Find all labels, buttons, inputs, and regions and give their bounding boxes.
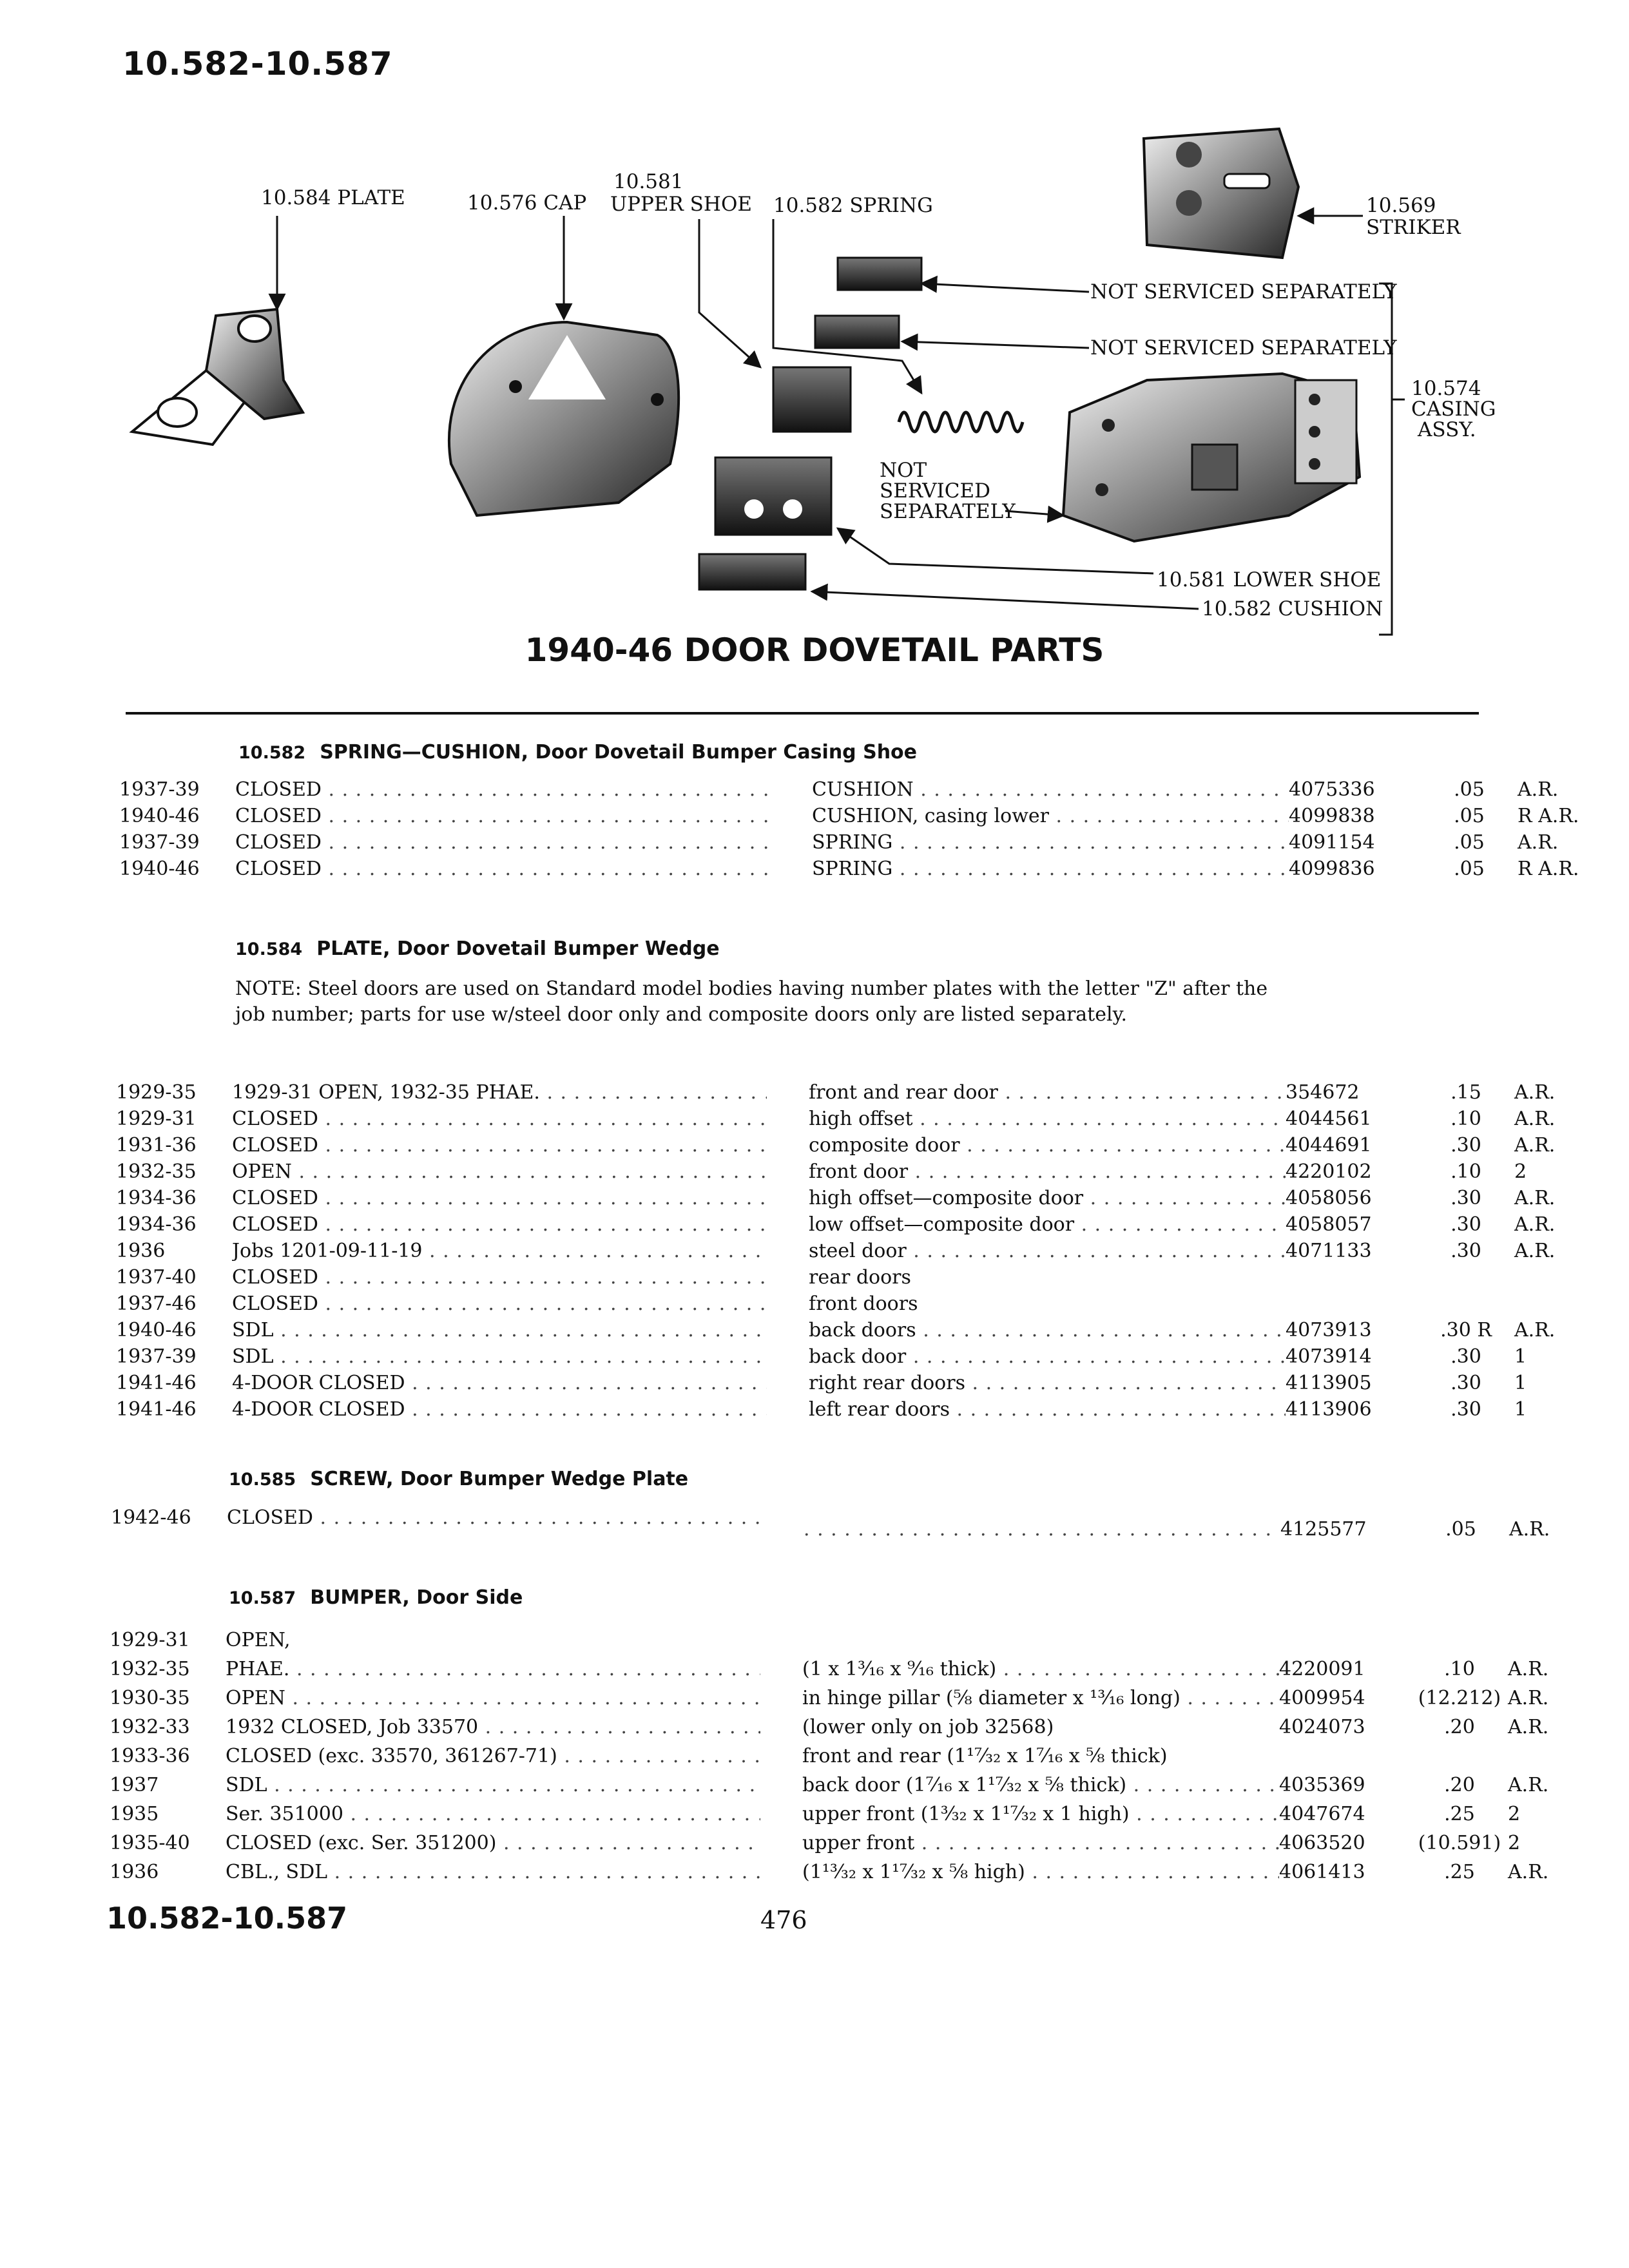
year-range: 1932-35 (110, 1658, 190, 1680)
part-number: 4113905 (1286, 1372, 1372, 1394)
list-price: .30 (1451, 1345, 1481, 1368)
description-cell: (1¹³⁄₃₂ x 1¹⁷⁄₃₂ x ⁵⁄₈ high) . . . (802, 1859, 1279, 1885)
label-casing: CASING (1411, 398, 1496, 421)
application-cell: CLOSED (exc. 33570, 361267-71) . . . (226, 1743, 760, 1769)
year-range: 1929-31 (116, 1108, 197, 1130)
quantity: 2 (1514, 1160, 1527, 1183)
part-number: 4024073 (1279, 1716, 1365, 1738)
quantity: 2 (1508, 1803, 1521, 1825)
section-title-10585 (229, 1468, 688, 1490)
label-upper-shoe-number: 10.581 (613, 170, 684, 193)
application-cell: CLOSED . . . (232, 1106, 767, 1132)
application-cell: CLOSED . . . (232, 1264, 767, 1291)
part-number: 4091154 (1289, 831, 1375, 854)
table-row (119, 856, 1579, 882)
section-heading: BUMPER, Door Side (310, 1586, 523, 1609)
year-range: 1936 (110, 1861, 159, 1883)
section-heading: SPRING—CUSHION, Door Dovetail Bumper Casing Shoe (320, 741, 918, 764)
application-cell: CLOSED . . . (235, 856, 770, 882)
table-row (110, 1685, 1549, 1711)
list-price: .25 (1444, 1861, 1475, 1883)
list-price: .05 (1454, 831, 1485, 854)
part-number: 4075336 (1289, 778, 1375, 801)
part-number: 4099836 (1289, 858, 1375, 880)
application-cell: OPEN, (226, 1629, 291, 1651)
quantity: A.R. (1509, 1518, 1550, 1541)
list-price: .20 (1444, 1774, 1475, 1796)
year-range: 1942-46 (111, 1506, 191, 1529)
label-spring: 10.582 SPRING (773, 194, 933, 217)
part-number: 4061413 (1279, 1861, 1365, 1883)
section-heading: PLATE, Door Dovetail Bumper Wedge (316, 937, 720, 960)
part-number: 4035369 (1279, 1774, 1365, 1796)
table-row (116, 1238, 1556, 1264)
table-row (110, 1714, 1549, 1740)
part-number: 4099838 (1289, 805, 1375, 827)
table-row (119, 803, 1579, 829)
quantity: A.R. (1514, 1081, 1556, 1104)
part-number: 4063520 (1279, 1832, 1365, 1854)
quantity: A.R. (1508, 1658, 1549, 1680)
section-heading: SCREW, Door Bumper Wedge Plate (310, 1468, 689, 1490)
application-cell: CLOSED . . . (232, 1132, 767, 1158)
description-cell: rear doors (809, 1266, 911, 1289)
section-number: 10.584 (235, 939, 303, 959)
application-cell: CLOSED (exc. Ser. 351200) . . . (226, 1830, 760, 1856)
description-cell: back door . . . (809, 1343, 1286, 1370)
year-range: 1932-35 (116, 1160, 197, 1183)
description-cell (804, 1516, 1280, 1542)
description-cell: CUSHION, casing lower . . . (812, 803, 1289, 829)
table-row (110, 1656, 1549, 1682)
application-cell: SDL . . . (232, 1343, 767, 1370)
year-range: 1935-40 (110, 1832, 190, 1854)
label-striker: STRIKER (1366, 216, 1461, 239)
part-number: 4009954 (1279, 1687, 1365, 1709)
table-row (110, 1801, 1521, 1827)
quantity: A.R. (1514, 1319, 1556, 1341)
list-price: .30 (1451, 1213, 1481, 1236)
section-title-10584 (235, 937, 720, 960)
list-price: .30 (1451, 1240, 1481, 1262)
list-price: .05 (1445, 1518, 1476, 1541)
list-price: .30 (1451, 1372, 1481, 1394)
quantity: A.R. (1514, 1187, 1556, 1209)
table-row (119, 776, 1559, 803)
quantity: 2 (1508, 1832, 1521, 1854)
year-range: 1936 (116, 1240, 166, 1262)
list-price: .30 R (1440, 1319, 1492, 1341)
lower-shoe-part (715, 457, 831, 535)
year-range: 1941-46 (116, 1398, 197, 1421)
description-cell: right rear doors . . . (809, 1370, 1286, 1396)
application-cell: OPEN . . . (232, 1158, 767, 1185)
year-range: 1937-40 (116, 1266, 197, 1289)
table-row (116, 1158, 1527, 1185)
description-cell: composite door . . . (809, 1132, 1286, 1158)
spring-part (899, 412, 1023, 432)
part-number: 4073914 (1286, 1345, 1372, 1368)
year-range: 1935 (110, 1803, 159, 1825)
application-cell: 4-DOOR CLOSED . . . (232, 1396, 767, 1423)
section-divider (126, 712, 1479, 715)
label-lower-shoe: 10.581 LOWER SHOE (1157, 568, 1382, 591)
description-cell: high offset—composite door . . . (809, 1185, 1286, 1211)
table-row (116, 1185, 1556, 1211)
section-number: 10.587 (229, 1588, 296, 1608)
application-cell: 1929-31 OPEN, 1932-35 PHAE. . . . (232, 1079, 767, 1106)
part-number: 4044561 (1286, 1108, 1372, 1130)
year-range: 1933-36 (110, 1745, 190, 1767)
description-cell: upper front (1³⁄₃₂ x 1¹⁷⁄₃₂ x 1 high) . . . (802, 1801, 1279, 1827)
quantity: A.R. (1508, 1861, 1549, 1883)
section-number: 10.582 (238, 743, 306, 763)
application-cell: 4-DOOR CLOSED . . . (232, 1370, 767, 1396)
list-price: .30 (1451, 1134, 1481, 1157)
section-note: NOTE: Steel doors are used on Standard model bodies having number plates with the letter "Z" after the job number; parts for use w/steel door only and composite doors only are listed separately. (235, 977, 1268, 1026)
year-range: 1940-46 (119, 858, 200, 880)
year-range: 1940-46 (119, 805, 200, 827)
year-range: 1929-31 (110, 1629, 190, 1651)
table-row (110, 1859, 1549, 1885)
list-price: (10.591) (1418, 1832, 1501, 1854)
quantity: A.R. (1514, 1134, 1556, 1157)
table-row (116, 1132, 1556, 1158)
application-cell: CLOSED . . . (227, 1504, 762, 1531)
application-cell: CLOSED . . . (235, 776, 770, 803)
year-range: 1941-46 (116, 1372, 197, 1394)
year-range: 1934-36 (116, 1187, 197, 1209)
application-cell: CLOSED . . . (232, 1211, 767, 1238)
description-cell: CUSHION . . . (812, 776, 1289, 803)
table-row (110, 1627, 1489, 1653)
year-range: 1937 (110, 1774, 159, 1796)
label-casing-number: 10.574 (1411, 377, 1481, 400)
year-range: 1931-36 (116, 1134, 197, 1157)
plate-part (132, 309, 303, 445)
upper-shoe-part (773, 367, 851, 432)
quantity: A.R. (1514, 1240, 1556, 1262)
quantity: A.R. (1508, 1716, 1549, 1738)
description-cell: high offset . . . (809, 1106, 1286, 1132)
application-cell: Ser. 351000 . . . (226, 1801, 760, 1827)
table-row (111, 1504, 1550, 1541)
part-number: 4125577 (1280, 1518, 1367, 1541)
pad-part-1 (838, 258, 921, 290)
section-title-10582 (238, 741, 917, 764)
list-price: .30 (1451, 1398, 1481, 1421)
label-not-serviced-1: NOT SERVICED SEPARATELY (1090, 280, 1397, 303)
quantity: A.R. (1514, 1213, 1556, 1236)
application-cell: CLOSED . . . (235, 803, 770, 829)
description-cell: (lower only on job 32568) (802, 1716, 1054, 1738)
year-range: 1937-46 (116, 1293, 197, 1315)
table-row (110, 1772, 1549, 1798)
label-plate: 10.584 PLATE (261, 186, 405, 209)
description-cell: SPRING . . . (812, 829, 1289, 856)
table-row (116, 1317, 1556, 1343)
description-cell: back door (1⁷⁄₁₆ x 1¹⁷⁄₃₂ x ⁵⁄₈ thick) . . . (802, 1772, 1279, 1798)
application-cell: SDL . . . (226, 1772, 760, 1798)
description-cell: steel door . . . (809, 1238, 1286, 1264)
application-cell: Jobs 1201-09-11-19 . . . (232, 1238, 767, 1264)
label-upper-shoe: UPPER SHOE (610, 193, 752, 216)
part-number: 4220091 (1279, 1658, 1365, 1680)
pad-part-2 (815, 316, 899, 348)
section-title-10587 (229, 1586, 523, 1609)
table-row (116, 1264, 1495, 1291)
label-cap: 10.576 CAP (467, 191, 587, 215)
application-cell: OPEN . . . (226, 1685, 760, 1711)
application-cell: CBL., SDL . . . (226, 1859, 760, 1885)
part-number: 4113906 (1286, 1398, 1372, 1421)
list-price: .25 (1444, 1803, 1475, 1825)
application-cell: CLOSED . . . (235, 829, 770, 856)
list-price: (12.212) (1418, 1687, 1501, 1709)
application-cell: SDL . . . (232, 1317, 767, 1343)
quantity: A.R. (1508, 1687, 1549, 1709)
section-number: 10.585 (229, 1470, 296, 1490)
cushion-part (699, 554, 805, 590)
list-price: .10 (1444, 1658, 1475, 1680)
label-not-serviced-3c: SEPARATELY (880, 500, 1016, 523)
part-number: 4058056 (1286, 1187, 1372, 1209)
description-cell: upper front . . . (802, 1830, 1279, 1856)
description-cell: in hinge pillar (⁵⁄₈ diameter x ¹³⁄₁₆ long) . . . (802, 1685, 1279, 1711)
list-price: .05 (1454, 778, 1485, 801)
table-row (116, 1106, 1556, 1132)
part-number: 4044691 (1286, 1134, 1372, 1157)
part-number: 354672 (1286, 1081, 1360, 1104)
table-row (116, 1079, 1556, 1106)
list-price: .05 (1454, 858, 1485, 880)
quantity: 1 (1514, 1345, 1527, 1368)
application-cell: 1932 CLOSED, Job 33570 . . . (226, 1714, 760, 1740)
part-number: 4058057 (1286, 1213, 1372, 1236)
table-row (110, 1743, 1489, 1769)
list-price: .10 (1451, 1160, 1481, 1183)
quantity: A.R. (1518, 831, 1559, 854)
label-not-serviced-3b: SERVICED (880, 479, 990, 503)
quantity: 1 (1514, 1398, 1527, 1421)
list-price: .20 (1444, 1716, 1475, 1738)
year-range: 1937-39 (119, 831, 200, 854)
year-range: 1937-39 (116, 1345, 197, 1368)
label-cushion: 10.582 CUSHION (1202, 597, 1383, 620)
cap-part (449, 322, 679, 515)
description-cell: front and rear door . . . (809, 1079, 1286, 1106)
description-cell: back doors . . . (809, 1317, 1286, 1343)
label-not-serviced-2: NOT SERVICED SEPARATELY (1090, 336, 1397, 360)
page-header-code: 10.582-10.587 (122, 45, 393, 82)
table-row (116, 1396, 1527, 1423)
description-cell: front doors (809, 1293, 918, 1315)
table-row (119, 829, 1559, 856)
part-number: 4047674 (1279, 1803, 1365, 1825)
part-number: 4073913 (1286, 1319, 1372, 1341)
description-cell: front and rear (1¹⁷⁄₃₂ x 1⁷⁄₁₆ x ⁵⁄₈ thick) (802, 1745, 1168, 1767)
figure-title: 1940-46 DOOR DOVETAIL PARTS (525, 631, 1104, 669)
quantity: A.R. (1514, 1108, 1556, 1130)
application-cell: PHAE. . . . (226, 1656, 760, 1682)
year-range: 1930-35 (110, 1687, 190, 1709)
quantity: A.R. (1518, 778, 1559, 801)
page-footer-code: 10.582-10.587 (106, 1901, 348, 1936)
table-row (116, 1370, 1527, 1396)
list-price: .30 (1451, 1187, 1481, 1209)
quantity: R A.R. (1518, 805, 1579, 827)
page-number: 476 (760, 1906, 807, 1934)
table-row (110, 1830, 1521, 1856)
description-cell: front door . . . (809, 1158, 1286, 1185)
application-cell: CLOSED . . . (232, 1185, 767, 1211)
table-row (116, 1291, 1495, 1317)
description-cell: low offset—composite door . . . (809, 1211, 1286, 1238)
description-cell: left rear doors . . . (809, 1396, 1286, 1423)
description-cell: SPRING . . . (812, 856, 1289, 882)
list-price: .05 (1454, 805, 1485, 827)
year-range: 1932-33 (110, 1716, 190, 1738)
list-price: .15 (1451, 1081, 1481, 1104)
label-striker-number: 10.569 (1366, 194, 1436, 217)
part-number: 4071133 (1286, 1240, 1372, 1262)
label-not-serviced-3a: NOT (880, 459, 927, 482)
year-range: 1937-39 (119, 778, 200, 801)
table-row (116, 1211, 1556, 1238)
year-range: 1940-46 (116, 1319, 197, 1341)
quantity: A.R. (1508, 1774, 1549, 1796)
description-cell: (1 x 1³⁄₁₆ x ⁹⁄₁₆ thick) . . . (802, 1656, 1279, 1682)
year-range: 1929-35 (116, 1081, 197, 1104)
table-row (116, 1343, 1527, 1370)
casing-assembly-part (1063, 374, 1360, 541)
label-assy: ASSY. (1418, 418, 1476, 441)
list-price: .10 (1451, 1108, 1481, 1130)
striker-part (1144, 129, 1298, 258)
quantity: 1 (1514, 1372, 1527, 1394)
part-number: 4220102 (1286, 1160, 1372, 1183)
year-range: 1934-36 (116, 1213, 197, 1236)
quantity: R A.R. (1518, 858, 1579, 880)
application-cell: CLOSED . . . (232, 1291, 767, 1317)
